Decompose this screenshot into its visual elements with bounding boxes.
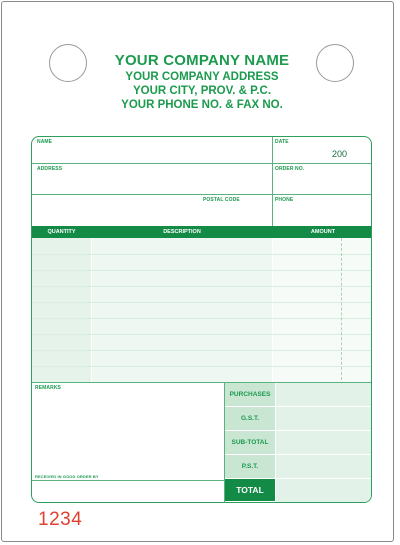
serial-number: 1234: [38, 509, 83, 530]
name-label: NAME: [37, 139, 53, 145]
item-row-line: [32, 318, 372, 319]
item-row-line: [32, 254, 372, 255]
amount-header: AMOUNT: [310, 229, 336, 235]
purchases-label: PURCHASES: [225, 383, 275, 407]
row-divider: [32, 194, 372, 195]
subtotal-label: SUB-TOTAL: [225, 431, 275, 455]
row-divider: [32, 163, 372, 164]
total-label: TOTAL: [225, 479, 275, 502]
order-no-label: ORDER NO.: [275, 166, 305, 172]
invoice-sheet: [1, 1, 394, 542]
quantity-header: QUANTITY: [47, 229, 76, 235]
item-row-line: [32, 270, 372, 271]
subtotal-amount: [276, 431, 372, 455]
description-header: DESCRIPTION: [163, 229, 201, 235]
received-by-label: RECEIVED IN GOOD ORDER BY: [35, 474, 99, 479]
line-items-area: [32, 238, 372, 382]
address-label: ADDRESS: [37, 166, 63, 172]
company-header: [82, 52, 322, 112]
company-phone-fax: YOUR PHONE NO. & FAX NO.: [121, 99, 283, 111]
item-row-line: [32, 366, 372, 367]
invoice-form: [31, 136, 372, 503]
item-row-line: [32, 302, 372, 303]
company-name: YOUR COMPANY NAME: [114, 52, 290, 69]
phone-label: PHONE: [275, 197, 294, 203]
gst-label: G.S.T.: [225, 407, 275, 431]
column-header-bar: [32, 226, 372, 238]
received-line: [32, 480, 225, 481]
item-row-line: [32, 350, 372, 351]
pst-label: P.S.T.: [225, 455, 275, 479]
purchases-amount: [276, 383, 372, 407]
description-column: [92, 238, 272, 382]
postal-code-label: POSTAL CODE: [203, 197, 240, 203]
date-label: DATE: [275, 139, 289, 145]
item-row-line: [32, 334, 372, 335]
pst-amount: [276, 455, 372, 479]
company-city: YOUR CITY, PROV. & P.C.: [132, 85, 272, 97]
info-divider: [272, 137, 273, 226]
amount-column: [273, 238, 372, 382]
remarks-label: REMARKS: [35, 385, 61, 391]
company-address: YOUR COMPANY ADDRESS: [125, 71, 279, 83]
quantity-column: [32, 238, 91, 382]
date-prefill: 200: [332, 149, 348, 159]
total-amount: [276, 479, 372, 503]
gst-amount: [276, 407, 372, 431]
item-row-line: [32, 286, 372, 287]
